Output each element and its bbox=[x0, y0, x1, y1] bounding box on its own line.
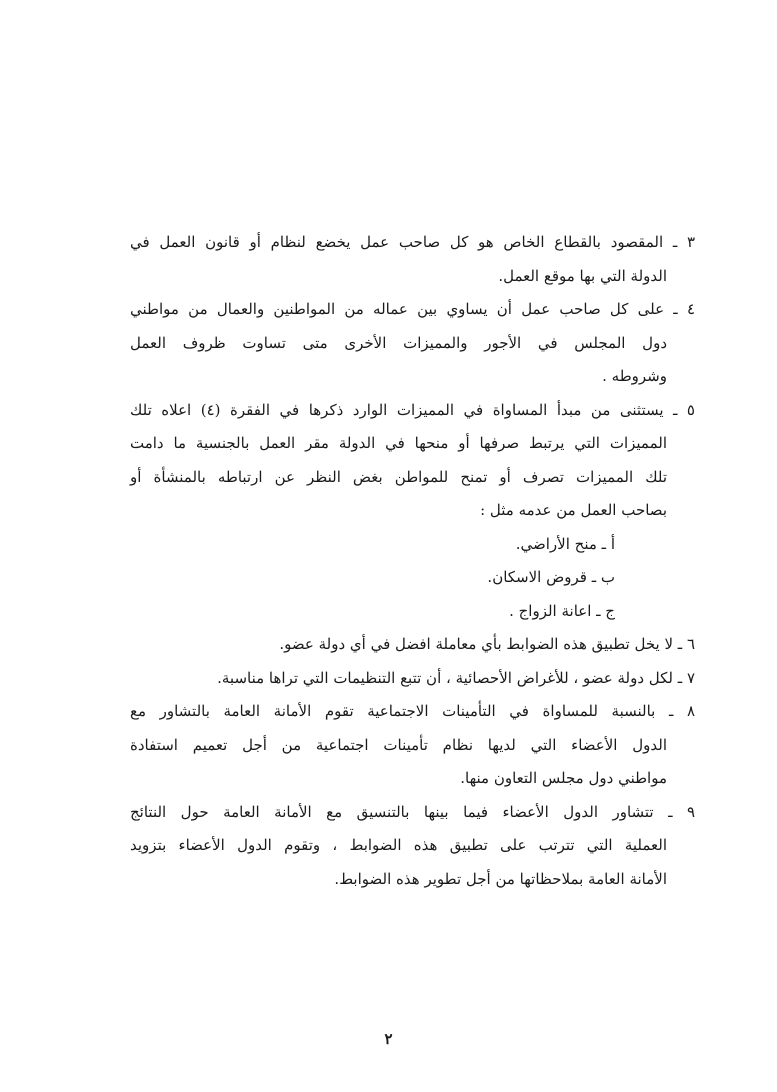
clause-7 bbox=[130, 662, 695, 696]
clause-4-line-3: وشروطه . bbox=[602, 367, 667, 385]
clause-8-line-2: الدول الأعضاء التي لديها نظام تأمينات اجتماعية من أجل تعميم استفادة bbox=[130, 735, 667, 754]
page-number: ٢ bbox=[384, 1030, 393, 1048]
clause-8 bbox=[130, 695, 695, 796]
clause-5-sub-item-c: ج ـ اعانة الزواج . bbox=[509, 601, 615, 620]
document-body bbox=[130, 226, 695, 896]
clause-7-line-1: ٧ ـ لكل دولة عضو ، للأغراض الأحصائية ، أن تتبع التنظيمات التي تراها مناسبة. bbox=[217, 668, 695, 687]
clause-8-line-1: ٨ ـ بالنسبة للمساواة في التأمينات الاجتماعية تقوم الأمانة العامة بالتشاور مع bbox=[130, 702, 695, 720]
clause-5-sub-item-b: ب ـ قروض الاسكان. bbox=[487, 568, 615, 586]
clause-4-line-1: ٤ ـ على كل صاحب عمل أن يساوي بين عماله من المواطنين والعمال من مواطني bbox=[130, 300, 695, 318]
clause-3-line-2: الدولة التي بها موقع العمل. bbox=[498, 266, 667, 285]
clause-9 bbox=[130, 796, 695, 897]
clause-6-line-1: ٦ ـ لا يخل تطبيق هذه الضوابط بأي معاملة افضل في أي دولة عضو. bbox=[279, 635, 695, 653]
clause-5 bbox=[130, 394, 695, 629]
clause-3 bbox=[130, 226, 695, 293]
clause-9-line-3: الأمانة العامة بملاحظاتها من أجل تطوير هذه الضوابط. bbox=[334, 869, 667, 888]
clause-9-line-2: العملية التي تترتب على تطبيق هذه الضوابط ، وتقوم الدول الأعضاء بتزويد bbox=[130, 836, 667, 854]
clause-3-line-1: ٣ ـ المقصود بالقطاع الخاص هو كل صاحب عمل يخضع لنظام أو قانون العمل في bbox=[130, 233, 695, 251]
clause-5-line-2: المميزات التي يرتبط صرفها أو منحها في الدولة مقر العمل بالجنسية ما دامت bbox=[130, 434, 667, 452]
clause-5-sub-item-a: أ ـ منح الأراضي. bbox=[515, 534, 615, 553]
clause-4-line-2: دول المجلس في الأجور والمميزات الأخرى متى تساوت ظروف العمل bbox=[130, 333, 667, 352]
clause-6 bbox=[130, 628, 695, 662]
clause-5-line-3: تلك المميزات تصرف أو تمنح للمواطن بغض النظر عن ارتباطه بالمنشأة أو bbox=[130, 467, 667, 486]
clause-8-line-3: مواطني دول مجلس التعاون منها. bbox=[460, 769, 667, 787]
clause-4 bbox=[130, 293, 695, 394]
clause-5-line-4: بصاحب العمل من عدمه مثل : bbox=[480, 501, 667, 519]
clause-5-line-1: ٥ ـ يستثنى من مبدأ المساواة في المميزات الوارد ذكرها في الفقرة (٤) اعلاه تلك bbox=[130, 400, 695, 419]
clause-9-line-1: ٩ ـ تتشاور الدول الأعضاء فيما بينها بالتنسيق مع الأمانة العامة حول النتائج bbox=[130, 802, 695, 821]
